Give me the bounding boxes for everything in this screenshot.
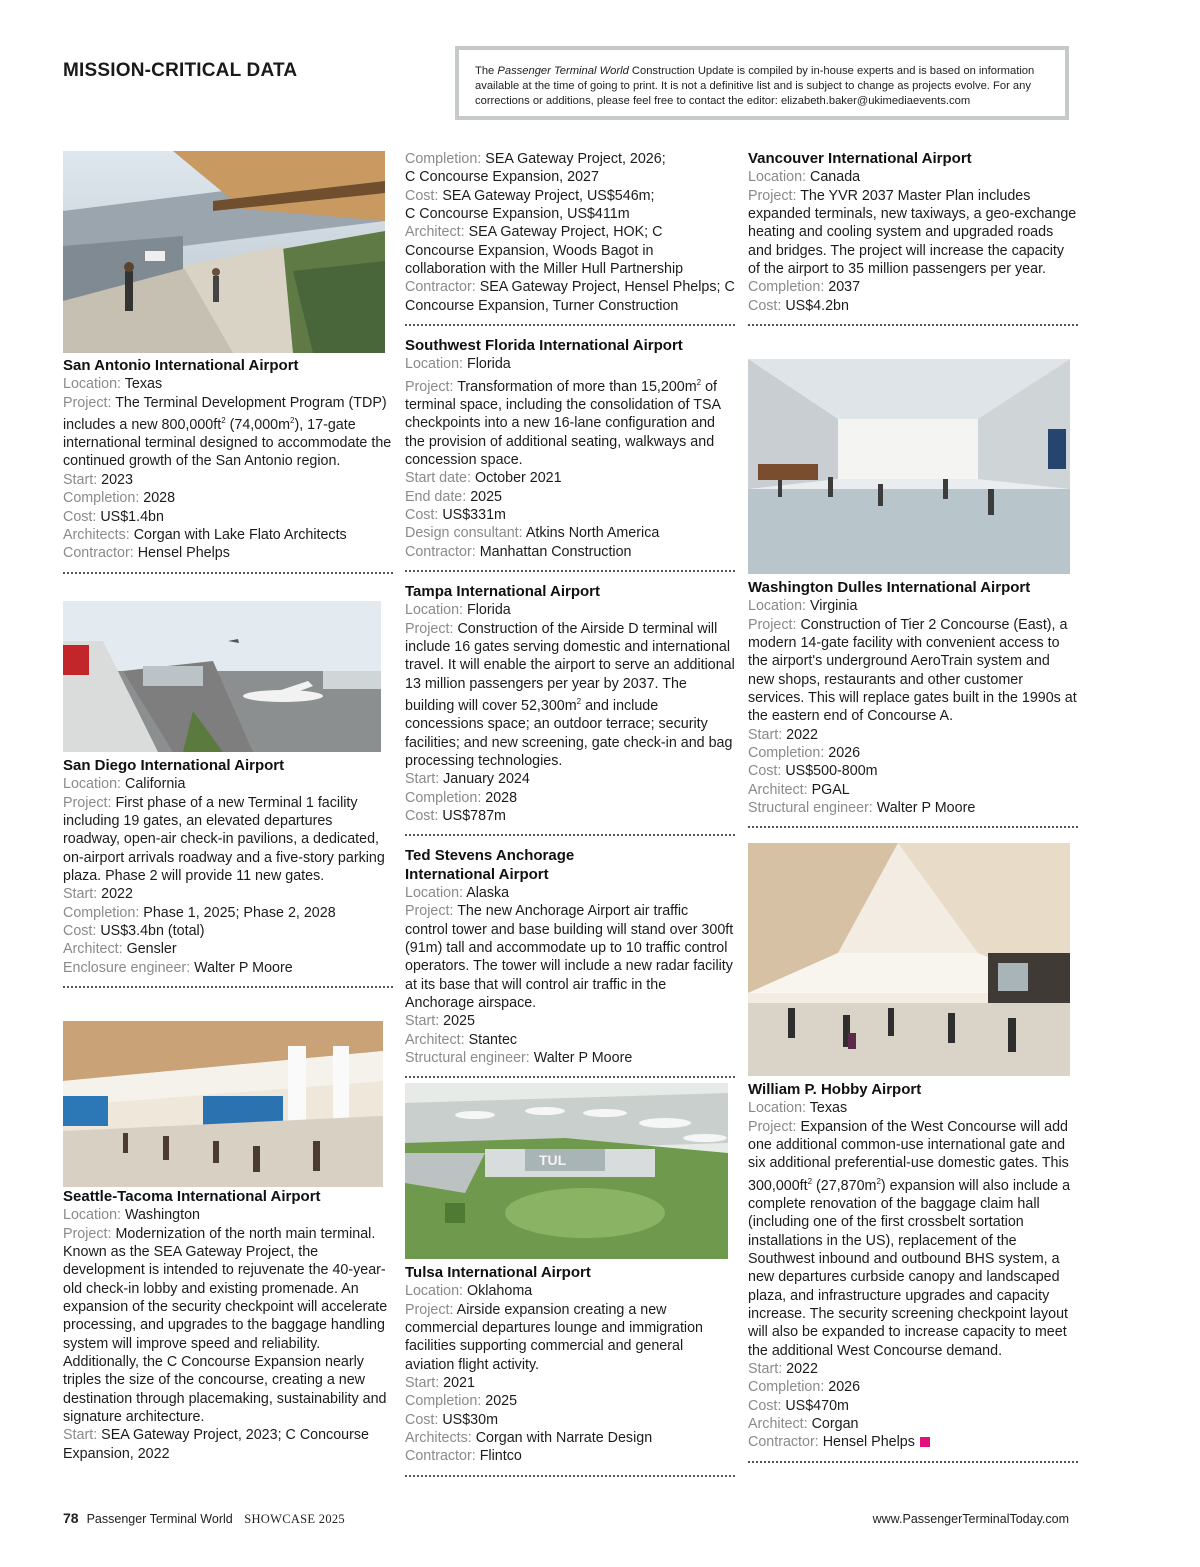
southwest-florida-start: Start date: October 2021 <box>405 470 562 487</box>
tulsa-tul-sign: TUL <box>539 1152 567 1168</box>
san-diego-enclosure: Enclosure engineer: Walter P Moore <box>63 959 293 976</box>
end-of-article-mark <box>920 1437 930 1447</box>
vancouver-cost: Cost: US$4.2bn <box>748 297 849 314</box>
tulsa-location: Location: Oklahoma <box>405 1283 533 1300</box>
seattle-location: Location: Washington <box>63 1207 200 1224</box>
editorial-notice <box>455 46 1069 120</box>
divider <box>63 572 393 574</box>
hobby-concourse-image <box>748 843 1070 1076</box>
vancouver-title: Vancouver International Airport <box>748 150 972 167</box>
dulles-architect: Architect: PGAL <box>748 781 850 798</box>
tulsa-project: Project: Airside expansion creating a new commercial departures lounge and immigration facilities supporting commercial and general aviation flight activity. <box>405 1301 703 1373</box>
anchorage-title: Ted Stevens Anchorage International Airport <box>405 847 575 883</box>
hobby-entry <box>748 1081 1078 1474</box>
san-antonio-cost: Cost: US$1.4bn <box>63 508 164 525</box>
divider <box>405 570 735 572</box>
divider <box>748 324 1078 326</box>
page-footer <box>63 1510 345 1527</box>
san-antonio-location: Location: Texas <box>63 376 163 393</box>
southwest-florida-design: Design consultant: Atkins North America <box>405 525 660 542</box>
hobby-completion: Completion: 2026 <box>748 1379 861 1396</box>
notice-publication: Passenger Terminal World <box>497 65 629 77</box>
dulles-project: Project: Construction of Tier 2 Concourse (East), a modern 14-gate facility with convenient access to the airport's underground AeroTrain system and new shops, restaurants and other customer services. This will replace gates built in the 1990s at the eastern end of Concourse A. <box>748 616 1077 725</box>
san-antonio-start: Start: 2023 <box>63 471 133 488</box>
tampa-location: Location: Florida <box>405 602 511 619</box>
seattle-contractor: Contractor: SEA Gateway Project, Hensel Phelps; C Concourse Expansion, Turner Construction <box>405 279 735 314</box>
tulsa-contractor: Contractor: Flintco <box>405 1448 522 1465</box>
tampa-start: Start: January 2024 <box>405 771 530 788</box>
anchorage-start: Start: 2025 <box>405 1013 475 1030</box>
tulsa-cost: Cost: US$30m <box>405 1411 498 1428</box>
divider <box>748 826 1078 828</box>
footer-url: www.PassengerTerminalToday.com <box>872 1512 1069 1526</box>
san-diego-project: Project: First phase of a new Terminal 1 facility including 19 gates, an elevated departures roadway, open-air check-in pavilions, a dedicated, on-airport arrivals roadway and a five-story parking plaza. Phase 2 will provide 11 new gates. <box>63 794 385 885</box>
san-diego-completion: Completion: Phase 1, 2025; Phase 2, 2028 <box>63 904 336 921</box>
divider <box>405 834 735 836</box>
dulles-entry <box>748 579 1078 839</box>
hobby-start: Start: 2022 <box>748 1360 818 1377</box>
vancouver-completion: Completion: 2037 <box>748 279 861 296</box>
dulles-start: Start: 2022 <box>748 726 818 743</box>
notice-prefix: The <box>475 65 498 77</box>
tampa-completion: Completion: 2028 <box>405 789 518 806</box>
san-antonio-contractor: Contractor: Hensel Phelps <box>63 545 230 562</box>
anchorage-location: Location: Alaska <box>405 884 510 901</box>
san-diego-entry <box>63 757 393 999</box>
page-heading: MISSION-CRITICAL DATA <box>63 60 298 81</box>
southwest-florida-cost: Cost: US$331m <box>405 506 506 523</box>
seattle-completion: Completion: SEA Gateway Project, 2026; C Concourse Expansion, 2027 <box>405 151 666 186</box>
edition-label: SHOWCASE 2025 <box>244 1512 345 1526</box>
tulsa-completion: Completion: 2025 <box>405 1393 518 1410</box>
san-diego-architect: Architect: Gensler <box>63 941 177 958</box>
dulles-location: Location: Virginia <box>748 598 858 615</box>
san-diego-start: Start: 2022 <box>63 886 133 903</box>
san-diego-terminal-image <box>63 601 381 752</box>
tampa-project: Project: Construction of the Airside D terminal will include 16 gates serving domestic and international travel. It will enable the airport to serve an additional 13 million passengers per year by 2037. The building will cover $52,300m^2$ and include concessions space; an outdoor terrace; security facilities; and new screening, gate check-in and bag processing technologies. <box>405 620 735 769</box>
southwest-florida-title: Southwest Florida International Airport <box>405 337 683 355</box>
hobby-project: Project: Expansion of the West Concourse will add one additional common-use international gate and six additional preferential-use domestic gates. This $300,000ft^2$ $(27,870m^2)$ expansion will also include a complete renovation of the baggage claim hall (including one of the first crossbelt sortation installations in the US), replacement of the Southwest inbound and outbound BHS system, a new departures curbside canopy and landscaped plaza, and infrastructure upgrades and capacity increase. The security screening checkpoint layout will also be expanded to increase capacity to meet the additional West Concourse demand. <box>748 1118 1071 1359</box>
vancouver-project: Project: The YVR 2037 Master Plan includes expanded terminals, new taxiways, a geo-exchange heating and cooling system and upgraded roads and bridges. The project will increase the capacity of the airport to 35 million passengers per year. <box>748 187 1077 278</box>
san-antonio-title: San Antonio International Airport <box>63 357 299 374</box>
seattle-title: Seattle-Tacoma International Airport <box>63 1188 321 1205</box>
dulles-cost: Cost: US$500-800m <box>748 763 878 780</box>
san-antonio-completion: Completion: 2028 <box>63 490 176 507</box>
anchorage-project: Project: The new Anchorage Airport air traffic control tower and base building will stand over 300ft (91m) tall and accommodate up to 10 traffic control operators. The tower will include a new radar facility at its base that will control air traffic in the Anchorage airspace. <box>405 903 734 1011</box>
hobby-architect: Architect: Corgan <box>748 1415 859 1432</box>
southwest-florida-contractor: Contractor: Manhattan Construction <box>405 543 632 560</box>
san-antonio-project: Project: The Terminal Development Program (TDP) includes a new $800,000ft^2$ $(74,000m^2)$, 17-gate international terminal designed to accommodate the continued growth of the San Antonio region. <box>63 394 392 470</box>
seattle-start: Start: SEA Gateway Project, 2023; C Concourse Expansion, 2022 <box>63 1427 369 1462</box>
divider <box>405 1076 735 1078</box>
tulsa-terminal-image <box>405 1083 728 1259</box>
san-antonio-terminal-image <box>63 151 385 353</box>
magazine-name: Passenger Terminal World <box>86 1512 233 1526</box>
column-2-upper <box>405 150 735 1089</box>
page-number: 78 <box>63 1510 79 1526</box>
tampa-title: Tampa International Airport <box>405 582 601 600</box>
tulsa-entry <box>405 1264 735 1488</box>
vancouver-entry <box>748 150 1078 337</box>
san-diego-location: Location: California <box>63 776 186 793</box>
vancouver-location: Location: Canada <box>748 169 861 186</box>
anchorage-structural: Structural engineer: Walter P Moore <box>405 1050 633 1066</box>
hobby-location: Location: Texas <box>748 1100 848 1117</box>
column-1-lower <box>63 357 393 585</box>
tampa-cost: Cost: US$787m <box>405 807 506 824</box>
southwest-florida-location: Location: Florida <box>405 356 511 373</box>
divider <box>748 1461 1078 1463</box>
san-diego-title: San Diego International Airport <box>63 757 285 774</box>
seattle-project: Project: Modernization of the north main terminal. Known as the SEA Gateway Project, the development is intended to rejuvenate the 40-year-old check-in lobby and existing promenade. An expansion of the security checkpoint will accelerate processing, and upgrades to the baggage handling system will improve speed and reliability. Additionally, the C Concourse Expansion nearly triples the size of the concourse, creating a new destination through placemaking, sustainability and signature architecture. <box>63 1225 388 1426</box>
dulles-structural: Structural engineer: Walter P Moore <box>748 800 976 817</box>
divider <box>405 1475 735 1477</box>
dulles-concourse-image <box>748 359 1070 574</box>
divider <box>63 986 393 988</box>
hobby-contractor: Contractor: Hensel Phelps <box>748 1433 1078 1451</box>
tulsa-start: Start: 2021 <box>405 1375 475 1392</box>
tulsa-title: Tulsa International Airport <box>405 1264 591 1281</box>
southwest-florida-project: Project: Transformation of more than $15,200m^2$ of terminal space, including the consolidation of TSA checkpoints into a new 16-lane configuration and the provision of additional seating, walkways and concession space. <box>405 377 721 468</box>
dulles-completion: Completion: 2026 <box>748 745 861 762</box>
divider <box>405 324 735 326</box>
seattle-entry <box>63 1188 393 1463</box>
southwest-florida-end: End date: 2025 <box>405 488 503 505</box>
seattle-terminal-image <box>63 1021 383 1187</box>
san-diego-cost: Cost: US$3.4bn (total) <box>63 923 205 940</box>
seattle-architect: Architect: SEA Gateway Project, HOK; C Concourse Expansion, Woods Bagot in collaboration with the Miller Hull Partnership <box>405 224 684 278</box>
tulsa-architects: Architects: Corgan with Narrate Design <box>405 1430 653 1447</box>
seattle-cost: Cost: SEA Gateway Project, US$546m; C Concourse Expansion, US$411m <box>405 187 655 223</box>
san-antonio-architects: Architects: Corgan with Lake Flato Architects <box>63 526 347 543</box>
dulles-title: Washington Dulles International Airport <box>748 579 1031 596</box>
notice-text: Construction Update is compiled by in-house experts and is based on information available at the time of going to print. It is not a definitive list and is subject to change as projects evolve. For any corrections or additions, please feel free to contact the editor: elizabeth.baker@ukimediaevents.com <box>475 65 1035 107</box>
anchorage-architect: Architect: Stantec <box>405 1031 518 1048</box>
hobby-cost: Cost: US$470m <box>748 1397 849 1414</box>
hobby-title: William P. Hobby Airport <box>748 1081 922 1098</box>
